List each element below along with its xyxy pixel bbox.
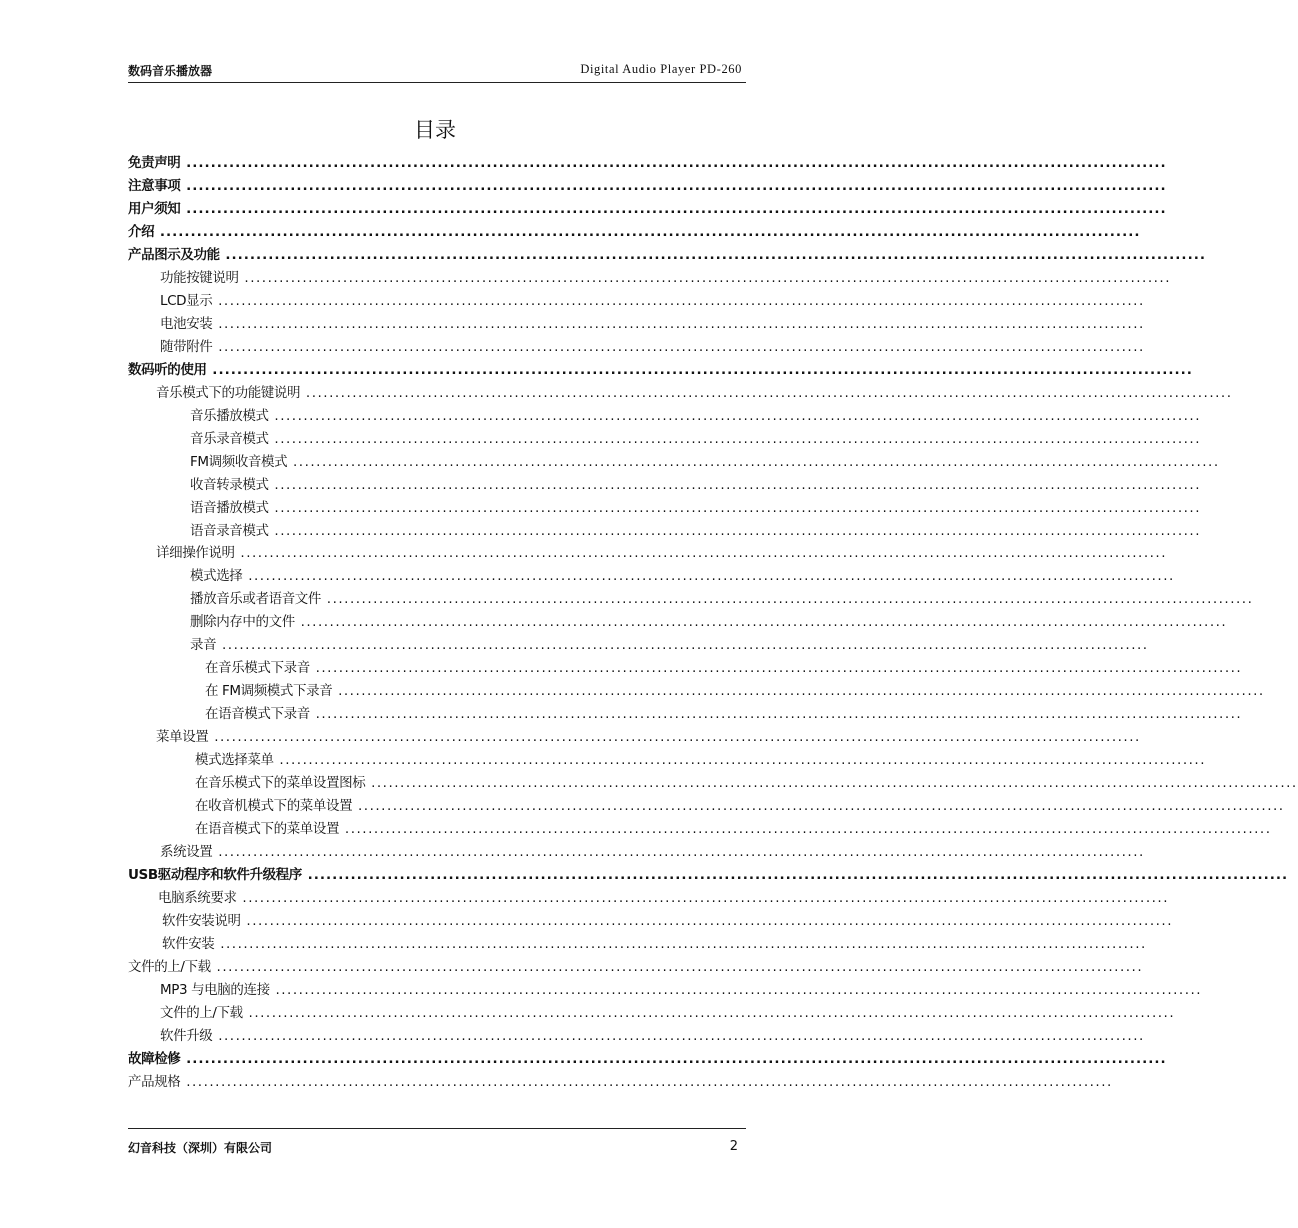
page-number: 2 xyxy=(729,1139,738,1154)
toc-entry-label: 数码听的使用 xyxy=(128,361,207,378)
toc-entry-label: 音乐播放模式 xyxy=(190,407,269,424)
toc-entry-label: 文件的上/下载 xyxy=(160,1004,243,1021)
toc-entry-label: 功能按键说明 xyxy=(160,269,239,286)
toc-entry xyxy=(205,703,1243,725)
toc-entry-label: 在语音模式下录音 xyxy=(205,706,310,723)
toc-leader-dots: ................................................................................................................................................................ xyxy=(268,476,1202,493)
toc-leader-dots: ................................................................................................................................................................ xyxy=(309,706,1243,723)
toc-entry xyxy=(190,565,1175,587)
toc-entry xyxy=(128,1071,1113,1093)
toc-entry xyxy=(205,680,1265,702)
toc-entry-label: 电脑系统要求 xyxy=(158,890,237,907)
toc-entry-label: 模式选择菜单 xyxy=(195,752,274,769)
toc-entry xyxy=(160,313,1145,335)
toc-leader-dots: ................................................................................................................................................................ xyxy=(352,798,1285,815)
toc-entry-label: 音乐模式下的功能键说明 xyxy=(156,384,301,401)
toc-entry xyxy=(190,474,1202,496)
toc-entry xyxy=(128,864,1289,886)
toc-leader-dots: ................................................................................................................................................................ xyxy=(219,246,1206,263)
toc-leader-dots: ................................................................................................................................................................ xyxy=(236,890,1170,907)
toc-entry-label: 随带附件 xyxy=(160,338,213,355)
toc-leader-dots: ................................................................................................................................................................ xyxy=(300,384,1233,401)
toc-leader-dots: ................................................................................................................................................................ xyxy=(268,522,1202,539)
toc-entry xyxy=(160,979,1203,1001)
toc-entry-label: 语音播放模式 xyxy=(190,499,269,516)
toc-leader-dots: ................................................................................................................................................................ xyxy=(365,775,1298,792)
toc-entry-label: 在音乐模式下录音 xyxy=(205,660,310,677)
toc-leader-dots: ................................................................................................................................................................ xyxy=(180,177,1167,194)
toc-entry xyxy=(128,175,1167,197)
toc-entry xyxy=(128,244,1206,266)
toc-leader-dots: ................................................................................................................................................................ xyxy=(212,1027,1145,1044)
toc-leader-dots: ................................................................................................................................................................ xyxy=(238,269,1172,286)
toc-entry xyxy=(190,634,1149,656)
toc-leader-dots: ................................................................................................................................................................ xyxy=(154,223,1141,240)
toc-entry xyxy=(195,772,1298,794)
toc-leader-dots: ................................................................................................................................................................ xyxy=(321,591,1254,608)
toc-entry xyxy=(162,910,1174,932)
page-title: 目录 xyxy=(414,118,456,142)
toc-leader-dots: ................................................................................................................................................................ xyxy=(206,361,1193,378)
toc-entry xyxy=(190,497,1202,519)
toc-entry xyxy=(160,290,1145,312)
toc-entry-label: 产品规格 xyxy=(128,1073,181,1090)
toc-entry xyxy=(190,428,1202,450)
toc-entry xyxy=(190,588,1254,610)
toc-entry-label: MP3 与电脑的连接 xyxy=(160,981,270,998)
toc-leader-dots: ................................................................................................................................................................ xyxy=(180,1073,1113,1090)
toc-leader-dots: ................................................................................................................................................................ xyxy=(301,867,1289,884)
header-model-name: Digital Audio Player PD-260 xyxy=(580,62,742,76)
toc-leader-dots: ................................................................................................................................................................ xyxy=(242,568,1175,585)
toc-entry-label: 语音录音模式 xyxy=(190,522,269,539)
toc-leader-dots: ................................................................................................................................................................ xyxy=(214,935,1147,952)
toc-entry-label: 软件安装说明 xyxy=(162,913,241,929)
toc-entry xyxy=(195,749,1207,771)
toc-entry xyxy=(128,152,1167,174)
toc-entry xyxy=(156,542,1168,564)
toc-entry xyxy=(160,841,1145,863)
toc-leader-dots: ................................................................................................................................................................ xyxy=(212,844,1145,861)
page-footer xyxy=(128,1128,746,1155)
toc-entry-label: 系统设置 xyxy=(160,844,213,861)
toc-entry-label: 播放音乐或者语音文件 xyxy=(190,591,321,608)
toc-leader-dots: ................................................................................................................................................................ xyxy=(210,958,1144,975)
toc-leader-dots: ................................................................................................................................................................ xyxy=(268,430,1202,447)
toc-entry-label: 详细操作说明 xyxy=(156,545,235,562)
footer-company-name: 幻音科技（深圳）有限公司 xyxy=(128,1141,273,1155)
toc-entry-label: 用户须知 xyxy=(128,200,181,217)
toc-leader-dots: ................................................................................................................................................................ xyxy=(216,637,1149,654)
toc-entry xyxy=(160,1002,1176,1024)
toc-entry xyxy=(190,611,1228,633)
toc-leader-dots: ................................................................................................................................................................ xyxy=(212,315,1145,332)
toc-entry xyxy=(128,956,1144,978)
toc-entry xyxy=(156,382,1233,404)
toc-entry-label: 录音 xyxy=(190,637,217,654)
toc-entry xyxy=(190,405,1202,427)
toc-entry-label: LCD显示 xyxy=(160,292,213,309)
toc-entry xyxy=(160,1025,1145,1047)
toc-entry xyxy=(195,818,1272,840)
toc-leader-dots: ................................................................................................................................................................ xyxy=(208,729,1141,746)
toc-entry-label: 删除内存中的文件 xyxy=(190,614,295,631)
toc-leader-dots: ................................................................................................................................................................ xyxy=(212,338,1145,355)
toc-leader-dots: ................................................................................................................................................................ xyxy=(212,292,1145,309)
toc-entry-label: 菜单设置 xyxy=(156,729,209,746)
toc-leader-dots: ................................................................................................................................................................ xyxy=(294,614,1228,631)
toc-leader-dots: ................................................................................................................................................................ xyxy=(180,200,1167,217)
toc-leader-dots: ................................................................................................................................................................ xyxy=(234,545,1168,562)
toc-entry-label: 介绍 xyxy=(128,223,155,240)
toc-entry-label: 电池安装 xyxy=(160,315,213,332)
toc-leader-dots: ................................................................................................................................................................ xyxy=(332,683,1265,700)
toc-leader-dots: ................................................................................................................................................................ xyxy=(287,453,1220,470)
toc-entry-label: 在 FM调频模式下录音 xyxy=(205,683,333,700)
toc-entry xyxy=(156,726,1141,748)
toc-entry xyxy=(160,267,1172,289)
toc-entry xyxy=(128,1048,1167,1070)
toc-entry-label: 产品图示及功能 xyxy=(128,246,220,263)
toc-entry-label: 注意事项 xyxy=(128,177,181,194)
toc-leader-dots: ................................................................................................................................................................ xyxy=(180,155,1167,171)
header-product-name: 数码音乐播放器 xyxy=(128,64,213,78)
toc-entry-label: 故障检修 xyxy=(128,1050,181,1067)
toc-entry xyxy=(128,198,1167,220)
toc-entry-label: 在收音机模式下的菜单设置 xyxy=(195,798,353,815)
toc-leader-dots: ................................................................................................................................................................ xyxy=(339,821,1272,838)
toc-entry-label: 免责声明 xyxy=(128,155,181,171)
toc-leader-dots: ................................................................................................................................................................ xyxy=(309,660,1243,677)
toc-leader-dots: ................................................................................................................................................................ xyxy=(240,913,1174,929)
toc-leader-dots: ................................................................................................................................................................ xyxy=(242,1004,1176,1021)
toc-entry xyxy=(128,359,1193,381)
toc-entry-label: 音乐录音模式 xyxy=(190,430,269,447)
toc-leader-dots: ................................................................................................................................................................ xyxy=(268,499,1202,516)
toc-entry-label: 软件安装 xyxy=(162,935,215,952)
toc-entry xyxy=(190,451,1220,473)
toc-leader-dots: ................................................................................................................................................................ xyxy=(273,752,1207,769)
toc-entry xyxy=(195,795,1285,817)
toc-entry xyxy=(162,933,1147,955)
toc-entry-label: 在语音模式下的菜单设置 xyxy=(195,821,340,838)
toc-entry xyxy=(158,887,1170,909)
toc-entry-label: 在音乐模式下的菜单设置图标 xyxy=(195,775,366,792)
toc-entry-label: 软件升级 xyxy=(160,1027,213,1044)
toc-leader-dots: ................................................................................................................................................................ xyxy=(269,981,1203,998)
toc-entry xyxy=(160,336,1145,358)
toc-leader-dots: ................................................................................................................................................................ xyxy=(180,1050,1167,1067)
toc-entry xyxy=(205,657,1243,679)
toc-entry-label: 模式选择 xyxy=(190,568,243,585)
toc-leader-dots: ................................................................................................................................................................ xyxy=(268,407,1202,424)
toc-entry-label: 文件的上/下载 xyxy=(128,958,211,975)
toc-entry-label: FM调频收音模式 xyxy=(190,453,288,470)
toc-entry xyxy=(128,221,1141,243)
toc-entry xyxy=(190,520,1202,542)
toc-entry-label: 收音转录模式 xyxy=(190,476,269,493)
toc-entry-label: USB驱动程序和软件升级程序 xyxy=(128,867,302,884)
